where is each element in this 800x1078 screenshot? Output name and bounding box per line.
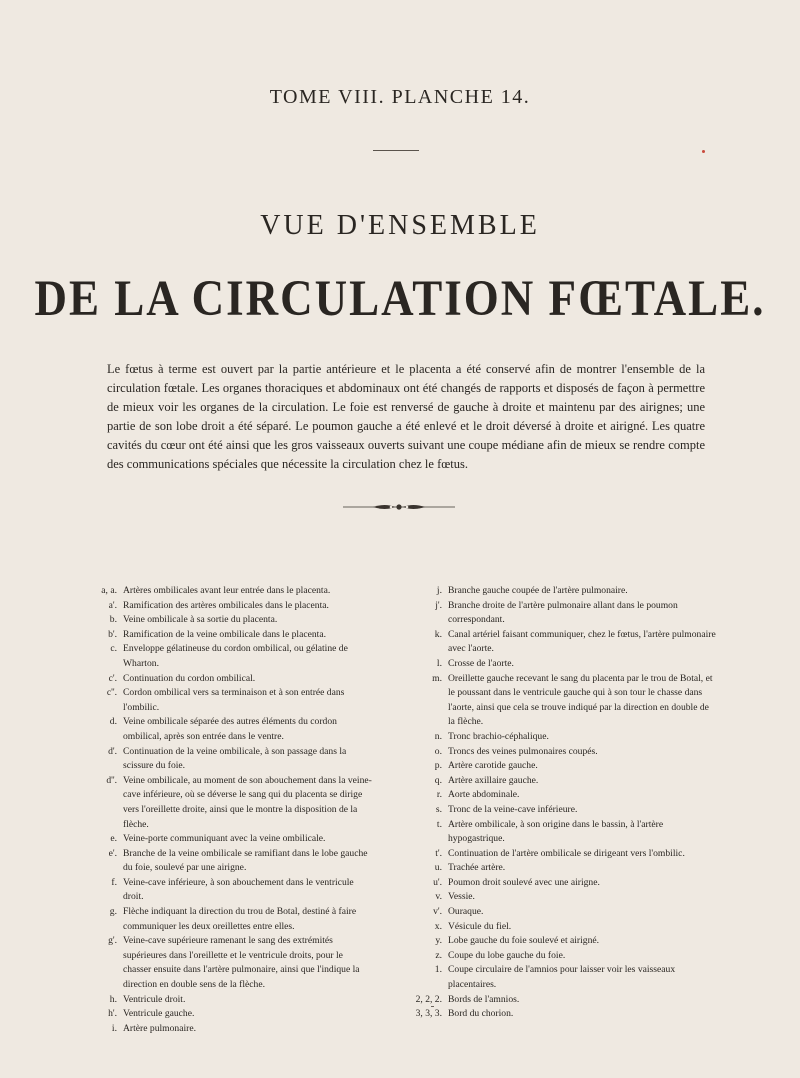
legend-key: q.: [434, 774, 442, 786]
legend-description: Bord du chorion.: [448, 1008, 514, 1020]
legend-key: c'.: [108, 672, 117, 684]
legend-key: t.: [436, 818, 442, 830]
legend-key: b.: [109, 614, 117, 626]
legend-entry: [414, 993, 716, 1008]
legend-key: u.: [434, 862, 442, 874]
intro-paragraph: Le fœtus à terme est ouvert par la partie antérieure et le placenta a été conservé afin de montrer l'ensemble de la circulation fœtale. Les organes thoraciques et abdominaux ont été changés de rapports et disposés de façon à permettre de mieux voir les organes de la circulation. Le foie est renversé de gauche à droite et maintenu par des airignes; une partie de son lobe droit a été séparé. Le poumon gauche a été enlevé et le droit déversé à droite et airigné. Les quatre cavités du cœur ont été ainsi que les gros vaisseaux ouverts suivant une coupe médiane afin de mieux se rendre compte des communications spéciales que nécessite la circulation chez le fœtus.: [107, 362, 705, 471]
legend-description: Veine ombilicale séparée des autres éléments du cordon ombilical, après son entrée dans le ventre.: [123, 716, 337, 742]
legend-key: y.: [435, 935, 442, 947]
legend-entry: [414, 905, 716, 920]
legend-left-column: [72, 584, 372, 1036]
legend-description: Coupe circulaire de l'amnios pour laisser voir les vaisseaux placentaires.: [448, 964, 676, 991]
legend-description: Tronc brachio-céphalique.: [448, 730, 549, 742]
legend-description: Veine-cave inférieure, à son abouchement dans le ventricule droit.: [123, 876, 354, 903]
legend-entry: [414, 599, 716, 628]
legend-entry: [72, 613, 372, 628]
legend-entry: [414, 847, 716, 862]
legend-description: Artères ombilicales avant leur entrée dans le placenta.: [123, 585, 331, 596]
legend-entry: [414, 818, 716, 847]
legend-key: m.: [432, 672, 442, 684]
legend-key: g'.: [108, 935, 117, 947]
legend-description: Veine ombilicale à sa sortie du placenta.: [123, 614, 278, 626]
legend-entry: [72, 847, 372, 876]
legend-description: Coupe du lobe gauche du foie.: [448, 949, 566, 961]
legend-entry: [72, 642, 372, 671]
legend-entry: [414, 774, 716, 789]
legend-key: n.: [434, 730, 442, 742]
legend-entry: [72, 832, 372, 847]
legend-key: l.: [436, 657, 442, 669]
legend-description: Branche de la veine ombilicale se ramifiant dans le lobe gauche du foie, soulevé par une airigne.: [123, 847, 368, 874]
legend-entry: [72, 584, 372, 599]
legend-entry: [72, 1007, 372, 1022]
legend-description: Artère ombilicale, à son origine dans le bassin, à l'artère hypogastrique.: [448, 818, 664, 845]
legend-key: e.: [110, 833, 117, 845]
legend-entry: [414, 672, 716, 730]
legend-description: Continuation de la veine ombilicale, à son passage dans la scissure du foie.: [123, 745, 347, 772]
legend-description: Continuation de l'artère ombilicale se dirigeant vers l'ombilic.: [448, 847, 685, 859]
legend-description: Poumon droit soulevé avec une airigne.: [448, 876, 600, 888]
legend-entry: [414, 657, 716, 672]
legend-entry: [414, 920, 716, 935]
legend-entry: [72, 715, 372, 744]
legend-entry: [72, 993, 372, 1008]
divider-rule: [373, 150, 419, 151]
legend-key: k.: [434, 628, 442, 640]
legend-key: c.: [110, 643, 117, 655]
legend-key: t'.: [435, 847, 442, 859]
legend-description: Ramification de la veine ombilicale dans le placenta.: [123, 628, 326, 640]
legend-description: Vésicule du fiel.: [448, 920, 512, 932]
legend-entry: [414, 890, 716, 905]
legend-key: j.: [436, 585, 442, 596]
legend-entry: [414, 730, 716, 745]
legend-key: 1.: [434, 964, 442, 976]
legend-key: d'.: [108, 745, 117, 757]
legend-entry: [72, 876, 372, 905]
legend-description: Bords de l'amnios.: [448, 993, 520, 1005]
legend-description: Artère pulmonaire.: [123, 1022, 196, 1034]
legend-key: e'.: [108, 847, 117, 859]
legend-description: Ventricule droit.: [123, 993, 186, 1005]
legend-entry: [414, 861, 716, 876]
title-line-1: VUE D'ENSEMBLE: [260, 210, 540, 241]
legend-description: Artère carotide gauche.: [448, 760, 538, 772]
legend-description: Flèche indiquant la direction du trou de Botal, destiné à faire communiquer les deux oreillettes entre elles.: [123, 906, 357, 932]
legend-description: Trachée artère.: [448, 862, 506, 874]
legend-key: b'.: [108, 628, 117, 640]
legend-description: Lobe gauche du foie soulevé et airigné.: [448, 935, 600, 947]
legend-entry: [72, 628, 372, 643]
legend-key: v.: [435, 891, 442, 903]
legend-entry: [72, 672, 372, 687]
title-line-2: DE LA CIRCULATION FŒTALE.: [34, 270, 766, 326]
legend-entry: [414, 584, 716, 599]
legend-key: z.: [435, 949, 442, 961]
legend-description: Tronc de la veine-cave inférieure.: [448, 803, 578, 815]
legend-key: h'.: [108, 1008, 117, 1020]
legend-entry: [414, 745, 716, 760]
legend-entry: [414, 759, 716, 774]
legend-description: Aorte abdominale.: [448, 789, 520, 801]
legend-key: u'.: [433, 876, 442, 888]
legend-description: Troncs des veines pulmonaires coupés.: [448, 745, 598, 757]
legend-entry: [72, 774, 372, 832]
legend-description: Continuation du cordon ombilical.: [123, 672, 256, 684]
legend-key: 3, 3, 3.: [415, 1008, 442, 1020]
plate-header: TOME VIII. PLANCHE 14.: [269, 86, 531, 108]
legend-entry: [72, 905, 372, 934]
legend-description: Crosse de l'aorte.: [448, 657, 514, 669]
ink-speck: [702, 150, 705, 153]
legend-description: Canal artériel faisant communiquer, chez le fœtus, l'artère pulmonaire avec l'aorte.: [448, 628, 716, 655]
legend-key: s.: [435, 803, 442, 815]
legend-entry: [414, 876, 716, 891]
legend-right-column: [414, 584, 716, 1022]
legend-entry: [72, 745, 372, 774]
legend-description: Enveloppe gélatineuse du cordon ombilical, ou gélatine de Wharton.: [123, 643, 348, 669]
legend-description: Cordon ombilical vers sa terminaison et à son entrée dans l'ombilic.: [123, 687, 345, 713]
legend-key: a, a.: [101, 585, 117, 596]
legend-key: g.: [109, 906, 117, 918]
legend-key: i.: [111, 1022, 117, 1034]
legend-key: f.: [111, 876, 117, 888]
legend-key: p.: [434, 760, 442, 772]
legend-entry: [72, 599, 372, 614]
legend-description: Vessie.: [448, 891, 475, 903]
legend-description: Ventricule gauche.: [123, 1008, 195, 1020]
legend-entry: [414, 788, 716, 803]
legend-key: r.: [436, 789, 442, 801]
legend-entry: [72, 934, 372, 992]
legend-key: 2, 2, 2.: [415, 993, 442, 1005]
legend-description: Ramification des artères ombilicales dans le placenta.: [123, 599, 329, 611]
page-mark: [431, 1006, 434, 1007]
legend-key: c''.: [106, 687, 117, 699]
legend-key: x.: [434, 920, 442, 932]
legend-entry: [414, 963, 716, 992]
legend-entry: [414, 803, 716, 818]
legend-description: Branche droite de l'artère pulmonaire allant dans le poumon correspondant.: [448, 599, 678, 626]
legend-description: Oreillette gauche recevant le sang du placenta par le trou de Botal, et le poussant dans le ventricule gauche qui à son tour le chasse dans l'aorte, ainsi que cela se trouve indiqué par la direction en double de la flèche.: [448, 672, 713, 728]
legend-entry: [72, 686, 372, 715]
legend-key: h.: [109, 993, 117, 1005]
legend-description: Veine ombilicale, au moment de son abouchement dans la veine-cave inférieure, où se déverse le sang qui du placenta se dirige vers l'oreillette droite, ainsi que le montre la disposition de la flèche.: [123, 774, 372, 830]
legend-key: d''.: [106, 774, 117, 786]
legend-description: Veine-cave supérieure ramenant le sang des extrémités supérieures dans l'oreillette et le ventricule droits, pour le chasser ensuite dans l'artère pulmonaire, ainsi que l'indique la direction en double sens de la flèche.: [123, 935, 360, 991]
legend-entry: [414, 934, 716, 949]
legend-key: d.: [109, 716, 117, 728]
legend-description: Branche gauche coupée de l'artère pulmonaire.: [448, 585, 628, 596]
ornament-divider: [343, 500, 455, 514]
legend-entry: [414, 949, 716, 964]
legend-key: a'.: [108, 599, 117, 611]
legend-entry: [72, 1022, 372, 1037]
legend-description: Veine-porte communiquant avec la veine ombilicale.: [123, 833, 326, 845]
legend-key: v'.: [433, 906, 442, 918]
legend-entry: [414, 628, 716, 657]
legend-description: Artère axillaire gauche.: [448, 774, 539, 786]
legend-key: o.: [434, 745, 442, 757]
legend-key: j'.: [435, 599, 442, 611]
legend-description: Ouraque.: [448, 906, 484, 918]
legend-entry: [414, 1007, 716, 1022]
